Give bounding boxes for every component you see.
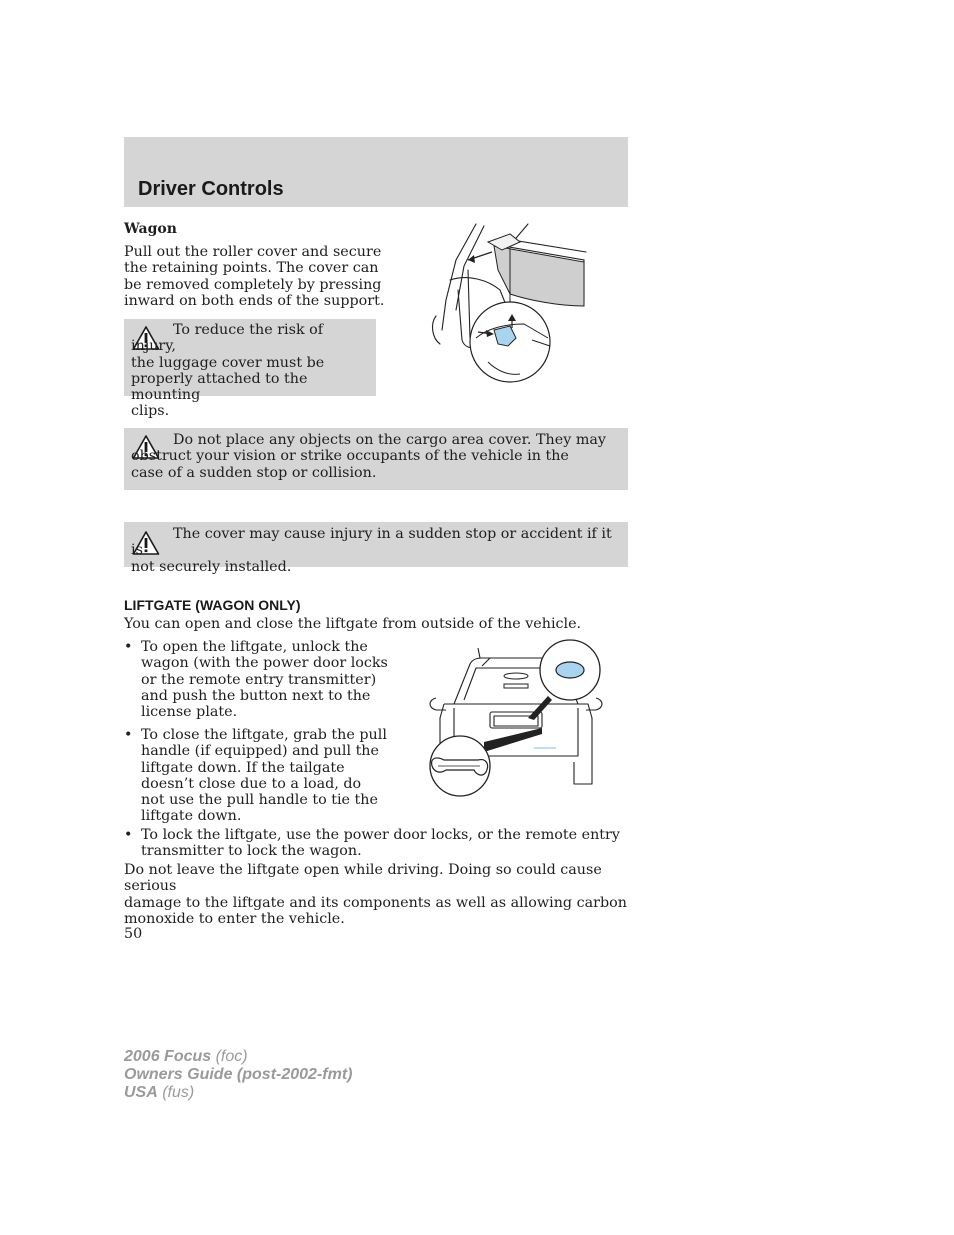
text-line: To reduce the risk of injury, bbox=[131, 322, 324, 355]
text-line: Do not leave the liftgate open while driving. Doing so could cause serious bbox=[124, 862, 602, 895]
warning-text bbox=[131, 432, 620, 481]
text-line: properly attached to the mounting bbox=[131, 370, 308, 404]
text-line: damage to the liftgate and its components as well as allowing carbon bbox=[124, 894, 627, 911]
text-line: case of a sudden stop or collision. bbox=[131, 464, 377, 481]
text-line: clips. bbox=[131, 403, 170, 420]
list-item bbox=[124, 827, 628, 860]
text-line: monoxide to enter the vehicle. bbox=[124, 910, 345, 927]
footer-market: USA bbox=[124, 1084, 158, 1101]
text-line: To lock the liftgate, use the power door locks, or the remote entry bbox=[141, 827, 620, 843]
warning-text bbox=[131, 526, 620, 575]
footer-market-code: (fus) bbox=[157, 1084, 195, 1101]
text-line: inward on both ends of the support. bbox=[124, 292, 385, 309]
cargo-cover-illustration bbox=[428, 220, 588, 386]
footer-line bbox=[124, 1066, 352, 1084]
bullet-icon: • bbox=[124, 727, 133, 743]
footer-model-code: (foc) bbox=[211, 1048, 248, 1065]
liftgate-illustration bbox=[424, 638, 604, 800]
footer-model: 2006 Focus bbox=[124, 1048, 212, 1065]
text-line: liftgate down. If the tailgate bbox=[141, 759, 345, 776]
text-line: and push the button next to the bbox=[141, 687, 371, 704]
warning-box-cargo-objects bbox=[124, 428, 628, 490]
wagon-paragraph bbox=[124, 244, 384, 309]
text-line: not use the pull handle to tie the bbox=[141, 792, 378, 809]
text-line: liftgate down. bbox=[141, 808, 242, 825]
text-line: The cover may cause injury in a sudden stop or accident if it is bbox=[131, 526, 612, 559]
footer-line bbox=[124, 1048, 352, 1066]
document-footer bbox=[124, 1048, 352, 1102]
text-line: not securely installed. bbox=[131, 558, 292, 575]
liftgate-intro: You can open and close the liftgate from outside of the vehicle. bbox=[124, 616, 582, 632]
liftgate-heading: LIFTGATE (WAGON ONLY) bbox=[124, 597, 301, 613]
text-line: handle (if equipped) and pull the bbox=[141, 743, 379, 760]
section-header-band bbox=[124, 137, 628, 207]
text-line: or the remote entry transmitter) bbox=[141, 671, 377, 688]
text-line: license plate. bbox=[141, 704, 238, 721]
warning-box-luggage-cover bbox=[124, 319, 376, 420]
section-title: Driver Controls bbox=[138, 178, 284, 200]
bullet-icon: • bbox=[124, 639, 133, 655]
list-item bbox=[124, 639, 391, 721]
text-line: To open the liftgate, unlock the bbox=[141, 639, 368, 655]
warning-text bbox=[131, 322, 368, 420]
text-line: the luggage cover must be bbox=[131, 354, 325, 371]
text-line: To close the liftgate, grab the pull bbox=[141, 727, 387, 743]
text-line: the retaining points. The cover can bbox=[124, 260, 379, 277]
text-line: wagon (with the power door locks bbox=[141, 655, 388, 672]
text-line: Pull out the roller cover and secure bbox=[124, 244, 382, 260]
text-line: be removed completely by pressing bbox=[124, 276, 382, 293]
footer-guide: Owners Guide (post-2002-fmt) bbox=[124, 1066, 353, 1083]
liftgate-closing-paragraph bbox=[124, 862, 628, 927]
footer-line bbox=[124, 1084, 352, 1102]
text-line: doesn’t close due to a load, do bbox=[141, 775, 362, 792]
bullet-icon: • bbox=[124, 827, 133, 843]
text-line: transmitter to lock the wagon. bbox=[141, 843, 362, 860]
page-number: 50 bbox=[124, 926, 143, 942]
warning-box-cover-injury bbox=[124, 522, 628, 575]
text-line: Do not place any objects on the cargo area cover. They may bbox=[173, 432, 606, 448]
text-line: obstruct your vision or strike occupants of the vehicle in the bbox=[131, 448, 569, 465]
wagon-heading: Wagon bbox=[124, 221, 177, 237]
list-item bbox=[124, 727, 391, 825]
